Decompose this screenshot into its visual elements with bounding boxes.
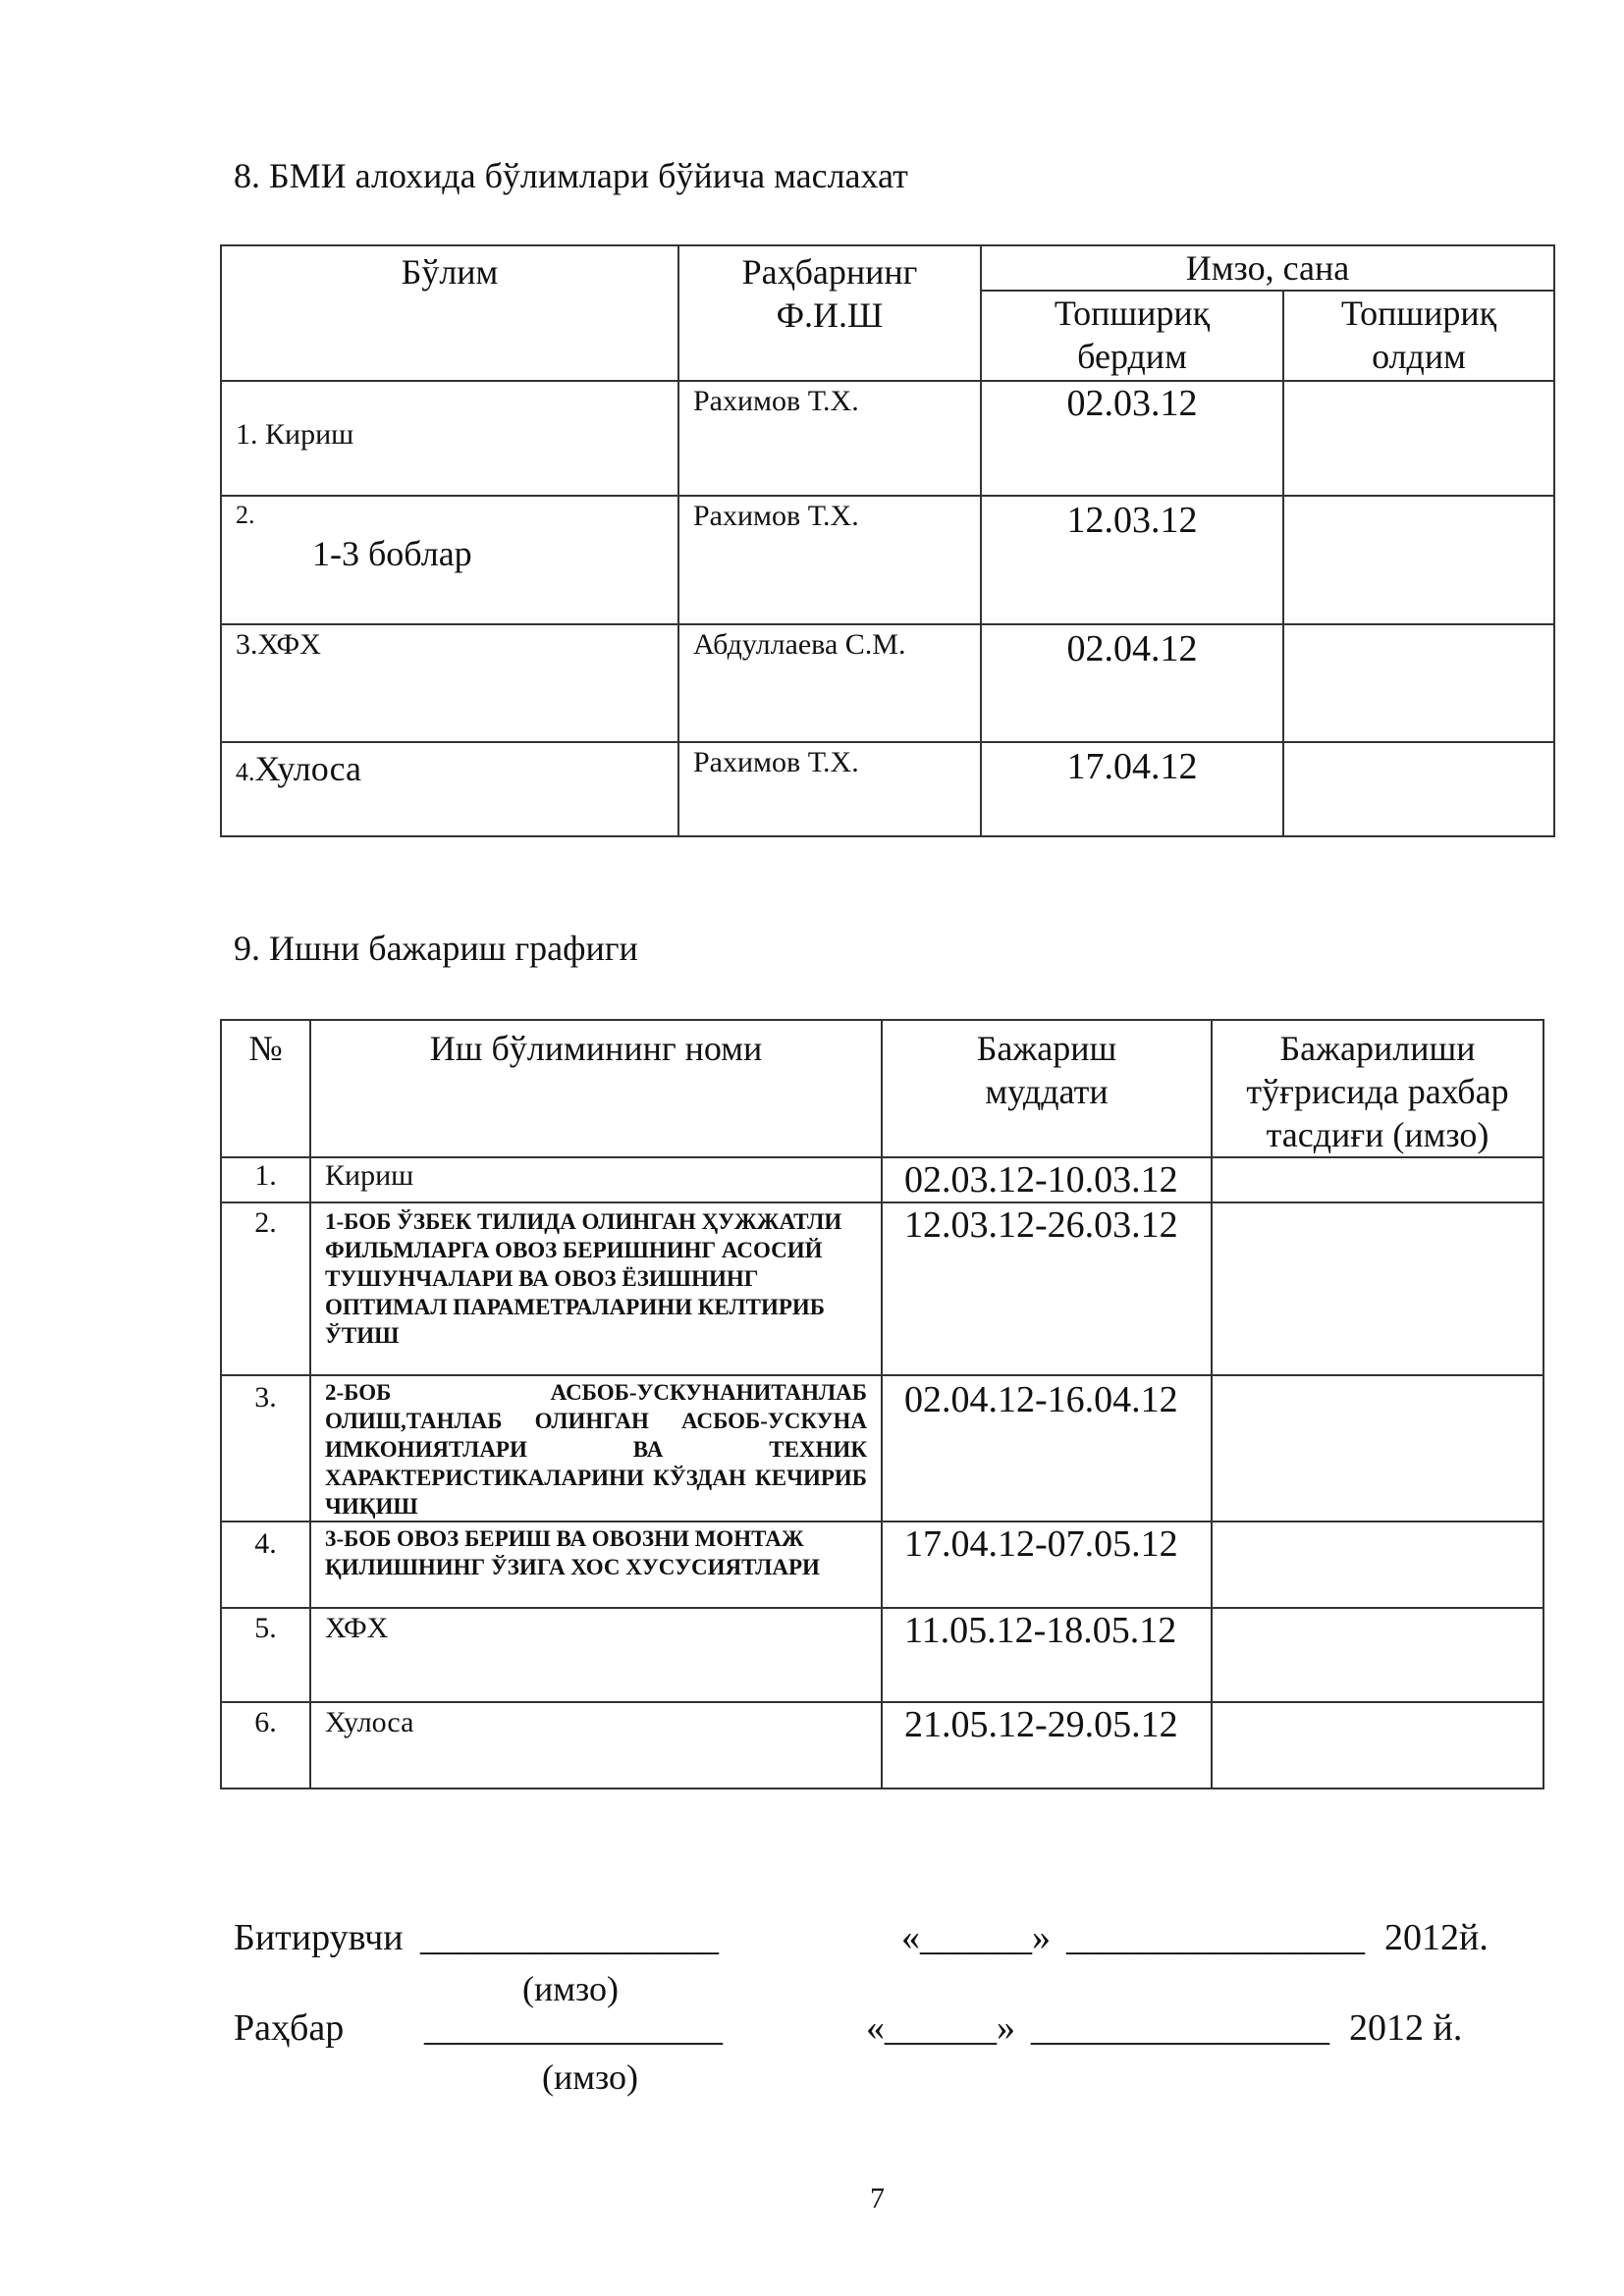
period: 21.05.12-29.05.12 [904,1704,1178,1745]
header-sign-date-label: Имзо, сана [1185,248,1350,288]
part-name: 1-БОБ ЎЗБЕК ТИЛИДА ОЛИНГАН ҲУЖЖАТЛИ ФИЛЬМЛАРГА ОВОЗ БЕРИШНИНГ АСОСИЙ ТУШУНЧАЛАРИ ВА ОВОЗ ЁЗИШНИНГ ОПТИМАЛ ПАРАМЕТРАЛАРИНИ КЕЛТИРИБ ЎТИШ [325,1209,842,1348]
supervisor-date-day: «______» [866,2007,1015,2049]
num-cell [221,1522,310,1608]
period-cell [882,1202,1212,1375]
header-task-given-label: Топшириқ бердим [1054,294,1211,376]
table-row [221,1702,1543,1789]
table-row [221,1522,1543,1608]
row-number: 3. [254,1381,277,1414]
num-cell [221,1608,310,1702]
supervisor-year: 2012 й. [1349,2007,1463,2049]
approval-cell [1212,1702,1543,1789]
row-number: 5. [254,1612,277,1644]
given-date-cell [981,742,1283,836]
given-date: 12.03.12 [1066,500,1198,541]
part-name: 3-БОБ ОВОЗ БЕРИШ ВА ОВОЗНИ МОНТАЖ ҚИЛИШНИНГ ЎЗИГА ХОС ХУСУСИЯТЛАРИ [325,1526,820,1579]
period: 02.04.12-16.04.12 [904,1379,1178,1420]
period: 12.03.12-26.03.12 [904,1204,1178,1246]
section-cell [221,742,678,836]
given-date-cell [981,624,1283,742]
graduate-year: 2012й. [1384,1917,1489,1958]
table-row [221,624,1554,742]
period-cell [882,1608,1212,1702]
header-supervisor [678,245,981,381]
part-name-cell [310,1522,882,1608]
table-row [221,1375,1543,1522]
period: 17.04.12-07.05.12 [904,1523,1178,1565]
graduate-label: Битирувчи [234,1917,404,1958]
supervisor-name: Рахимов Т.Х. [693,746,859,778]
table-row [221,742,1554,836]
graduate-signature-line: ________________ [420,1917,719,1958]
supervisor-signature-note: (имзо) [542,2057,639,2097]
part-name-cell [310,1702,882,1789]
row-number: 1. [254,1159,277,1192]
page-number: 7 [870,2182,885,2215]
num-cell [221,1202,310,1375]
schedule-header-row [221,1020,1543,1157]
num-cell [221,1375,310,1522]
header-section-label: Бўлим [401,252,499,292]
period: 02.03.12-10.03.12 [904,1159,1178,1201]
table-row [221,1157,1543,1202]
period: 11.05.12-18.05.12 [904,1610,1177,1651]
table-row [221,381,1554,496]
given-date-cell [981,496,1283,624]
supervisor-date-line: ________________ [1031,2007,1329,2049]
header-section [221,245,678,381]
section-text: 1. Кириш [236,418,354,451]
supervisor-cell [678,742,981,836]
section-8-heading: 8. БМИ алохида бўлимлари бўйича маслахат [234,156,908,195]
given-date: 02.04.12 [1066,628,1198,669]
approval-cell [1212,1157,1543,1202]
given-date: 02.03.12 [1066,383,1198,424]
part-name-cell [310,1202,882,1375]
approval-cell [1212,1522,1543,1608]
received-cell [1283,496,1554,624]
received-cell [1283,742,1554,836]
period-cell [882,1702,1212,1789]
header-task-given [981,291,1283,381]
part-name: Хулоса [325,1706,414,1738]
received-cell [1283,381,1554,496]
part-name: 2-БОБ АСБОБ-УСКУНАНИТАНЛАБ ОЛИШ,ТАНЛАБ ОЛИНГАН АСБОБ-УСКУНА ИМКОНИЯТЛАРИ ВА ТЕХНИК ХАРАКТЕРИСТИКАЛАРИНИ КЎЗДАН КЕЧИРИБ ЧИҚИШ [325,1380,867,1519]
graduate-date-day: «______» [901,1917,1051,1958]
header-num-label: № [248,1029,283,1068]
supervisor-label: Раҳбар [234,2007,345,2049]
header-approval-label: Бажарилиши тўғрисида рахбар тасдиғи (имзо) [1246,1029,1509,1154]
section-text: 4.Хулоса [236,749,362,788]
header-task-received-label: Топшириқ олдим [1340,294,1497,376]
header-task-received [1283,291,1554,381]
header-sign-date [981,245,1554,291]
given-date: 17.04.12 [1066,746,1198,787]
num-cell [221,1702,310,1789]
supervisor-cell [678,624,981,742]
part-name: Кириш [325,1159,414,1192]
received-cell [1283,624,1554,742]
header-period [882,1020,1212,1157]
part-name-cell [310,1157,882,1202]
approval-cell [1212,1608,1543,1702]
header-part-name [310,1020,882,1157]
section-text: 3.ХФХ [236,628,321,661]
part-name-cell [310,1608,882,1702]
given-date-cell [981,381,1283,496]
table-row [221,1608,1543,1702]
section-text: 1-3 боблар [312,534,472,573]
section-cell [221,381,678,496]
header-part-name-label: Иш бўлимининг номи [429,1029,763,1068]
supervisor-name: Рахимов Т.Х. [693,385,859,417]
graduate-date-line: ________________ [1066,1917,1365,1958]
supervisor-name: Рахимов Т.Х. [693,500,859,532]
part-name: ХФХ [325,1612,389,1644]
row-number: 4. [254,1527,277,1560]
supervisor-signature-line: ________________ [424,2007,723,2049]
header-period-label: Бажариш муддати [976,1029,1117,1111]
supervisor-cell [678,381,981,496]
section-cell [221,624,678,742]
period-cell [882,1375,1212,1522]
section-cell [221,496,678,624]
period-cell [882,1522,1212,1608]
supervisor-name: Абдуллаева С.М. [693,628,906,661]
table-row [221,496,1554,624]
section-number: 2. [236,501,255,529]
part-name-cell [310,1375,882,1522]
section-9-heading: 9. Ишни бажариш графиги [234,929,638,968]
supervisor-cell [678,496,981,624]
approval-cell [1212,1202,1543,1375]
header-supervisor-label: Раҳбарнинг Ф.И.Ш [741,252,918,335]
approval-cell [1212,1375,1543,1522]
header-approval [1212,1020,1543,1157]
row-number: 2. [254,1206,277,1239]
consultation-table [220,244,1555,837]
num-cell [221,1157,310,1202]
schedule-table [220,1019,1544,1789]
header-num [221,1020,310,1157]
period-cell [882,1157,1212,1202]
table-row [221,1202,1543,1375]
row-number: 6. [254,1706,277,1738]
graduate-signature-note: (имзо) [522,1969,620,2008]
